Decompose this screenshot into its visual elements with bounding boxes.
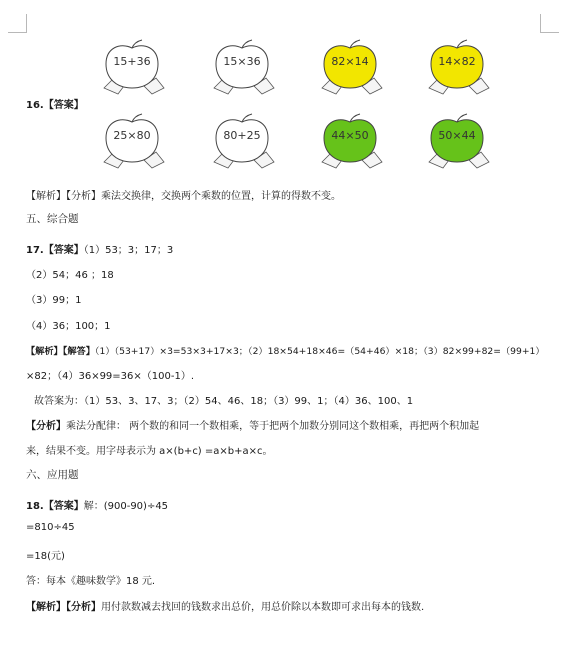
page-corner-mark-right (540, 14, 559, 33)
q17-analysis2-text: 乘法分配律： 两个数的和同一个数相乘，等于把两个加数分别同这个数相乘，再把两个积加起 (66, 421, 480, 432)
q17-conclusion: 故答案为：（1）53、3、17、3；（2）54、46、18；（3）99、1；（4）36、100、1 (34, 396, 414, 407)
apple-card (98, 38, 166, 94)
answer-16-label: 16.【答案】 (26, 100, 84, 111)
apple-expression: 50×44 (438, 129, 476, 142)
q18-answer-line (26, 497, 168, 512)
apple-card (423, 38, 491, 94)
q18-step-2: =18(元) (26, 551, 65, 562)
q18-analysis-label: 【解析】【分析】 (26, 602, 101, 613)
q17-answer-line (26, 241, 173, 256)
apple-expression: 25×80 (113, 129, 151, 142)
q17-analysis-text: （1）（53+17）×3=53×3+17×3；（2）18×54+18×46=（54+46）×18；（3）82×99+82=（99+1） (94, 346, 545, 357)
section-5-heading: 五、综合题 (26, 213, 79, 225)
apple-card (316, 112, 384, 168)
apple-expression: 14×82 (438, 55, 476, 68)
q17-analysis-label: 【解析】【解答】 (26, 346, 95, 357)
q17-analysis-line (26, 343, 545, 357)
page-corner-mark-left (8, 14, 27, 33)
q17-answer-2: （2）54；46 ；18 (26, 270, 114, 281)
apple-card (316, 38, 384, 94)
apple-expression: 15×36 (223, 55, 261, 68)
q18-analysis-text: 用付款数减去找回的钱数求出总价，用总价除以本数即可求出每本的钱数. (101, 602, 425, 613)
q18-analysis-line (26, 598, 424, 613)
analysis-16: 【解析】【分析】乘法交换律，交换两个乘数的位置，计算的得数不变。 (26, 191, 341, 202)
apple-figure (90, 30, 518, 170)
q17-answer-1: （1）53；3；17；3 (83, 245, 174, 256)
apple-card (208, 112, 276, 168)
apple-expression: 44×50 (331, 129, 369, 142)
section-6-heading: 六、应用题 (26, 469, 79, 481)
q18-final-answer: 答：每本《趣味数学》18 元. (26, 576, 156, 587)
q17-answer-label: 17.【答案】 (26, 245, 84, 256)
apple-card (208, 38, 276, 94)
apple-expression: 82×14 (331, 55, 369, 68)
q17-analysis-cont: ×82；（4）36×99=36×（100-1）. (26, 371, 195, 382)
q17-analysis2-line (26, 417, 479, 432)
q17-analysis2-cont: 来，结果不变。用字母表示为 a×(b+c) =a×b+a×c。 (26, 446, 273, 457)
q18-answer-label: 18.【答案】 (26, 501, 84, 512)
apple-expression: 80+25 (223, 129, 261, 142)
apple-card (423, 112, 491, 168)
apple-expression: 15+36 (113, 55, 151, 68)
q17-answer-3: （3）99；1 (26, 295, 82, 306)
q18-answer-text: 解：(900-90)÷45 (83, 501, 169, 512)
q18-step-1: =810÷45 (26, 522, 75, 533)
q17-answer-4: （4）36；100；1 (26, 321, 111, 332)
q17-analysis2-label: 【分析】 (26, 421, 66, 432)
apple-card (98, 112, 166, 168)
